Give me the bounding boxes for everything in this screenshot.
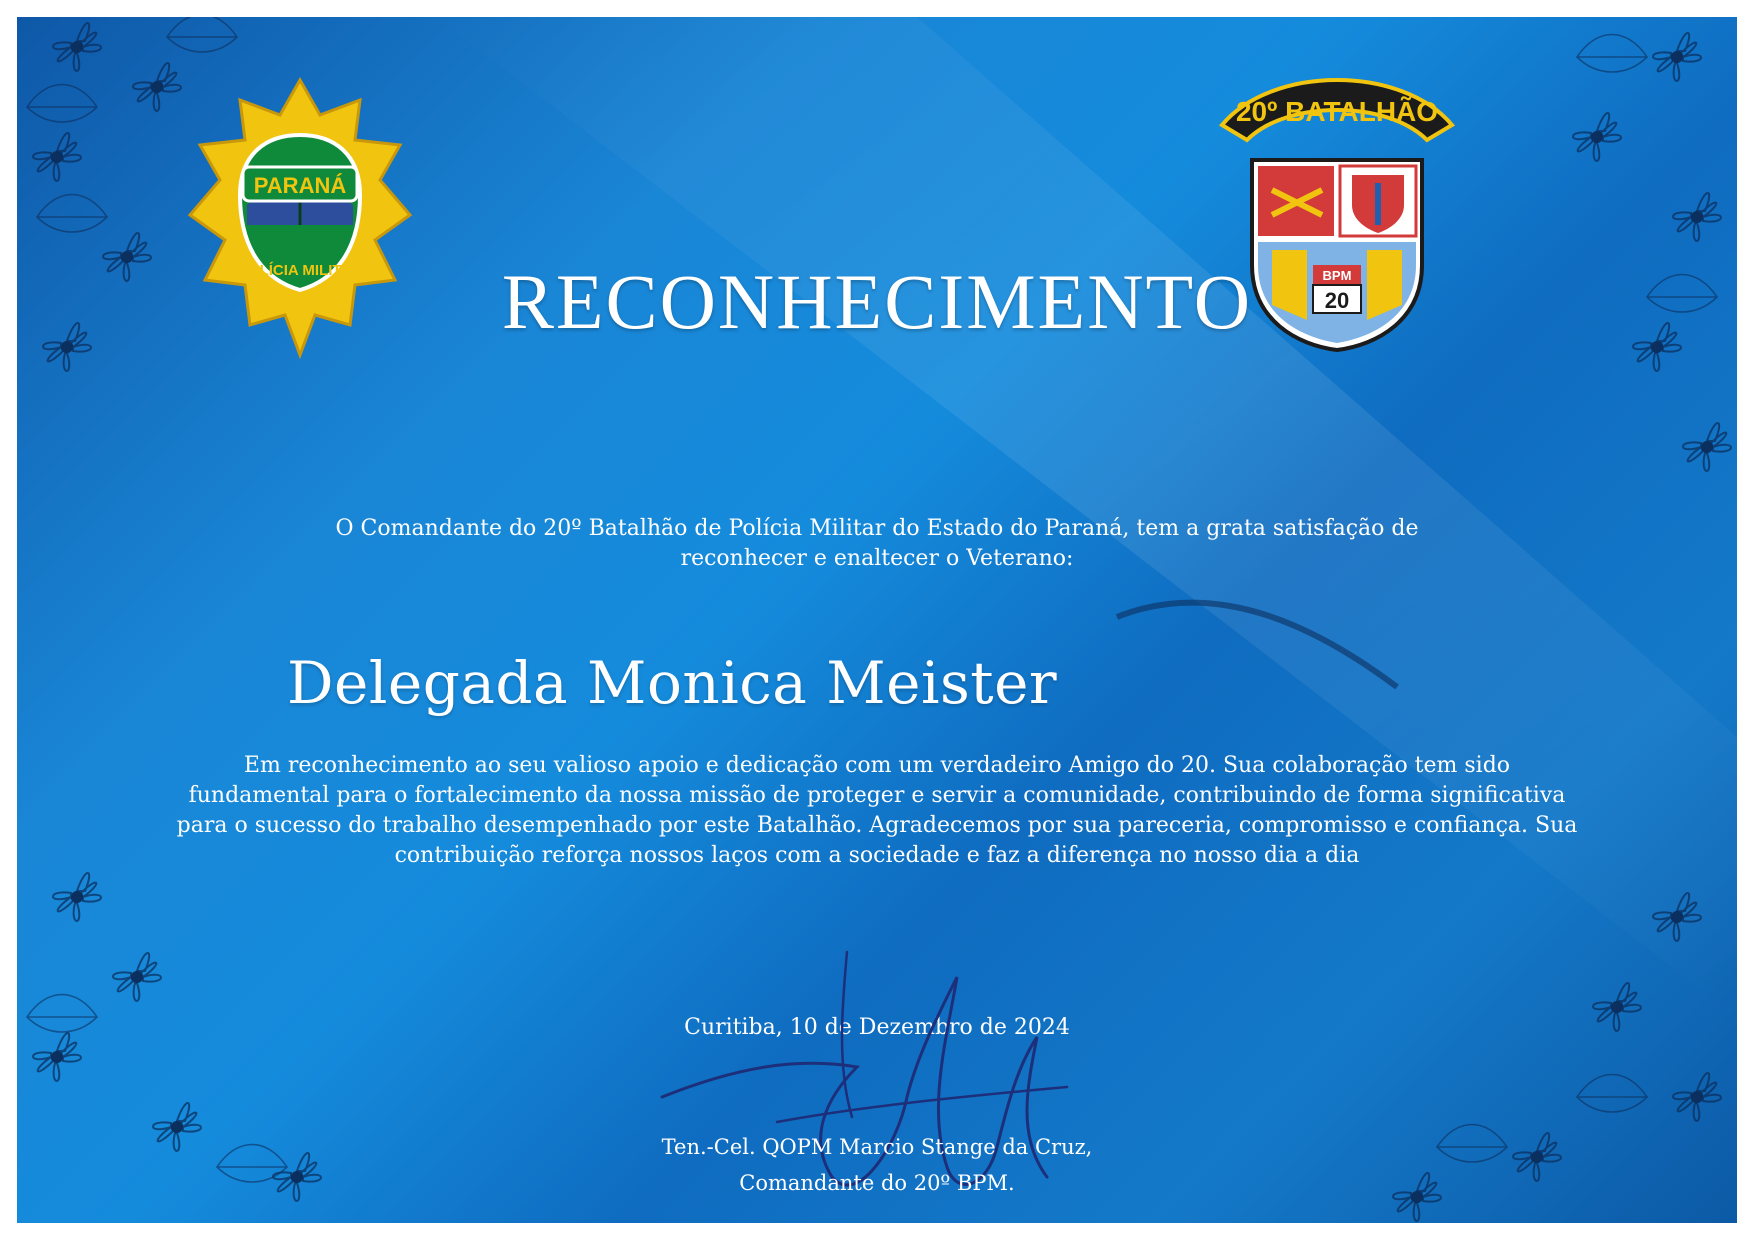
signatory-name: Ten.-Cel. QOPM Marcio Stange da Cruz, — [661, 1135, 1093, 1159]
signatory-role: Comandante do 20º BPM. — [739, 1171, 1015, 1195]
honoree-name: Delegada Monica Meister — [287, 649, 1058, 717]
certificate — [17, 17, 1737, 1223]
badge-top-text: PARANÁ — [253, 173, 347, 198]
recognition-line-3: para o sucesso do trabalho desempenhado por este Batalhão. Agradecemos por sua pareceria, compromisso e confiança. Sua — [176, 813, 1578, 838]
intro-line-2: reconhecer e enaltecer o Veterano: — [680, 546, 1074, 571]
intro-text — [277, 514, 1477, 574]
place-and-date: Curitiba, 10 de Dezembro de 2024 — [684, 1015, 1070, 1040]
certificate-title: RECONHECIMENTO — [501, 258, 1253, 345]
shield-number-text: 20 — [1324, 288, 1350, 313]
recognition-line-1: Em reconhecimento ao seu valioso apoio e dedicação com um verdadeiro Amigo do 20. Sua colaboração tem sido — [243, 753, 1511, 778]
batalhao-banner-text: 20º BATALHÃO — [1235, 96, 1439, 127]
intro-line-1: O Comandante do 20º Batalhão de Polícia Militar do Estado do Paraná, tem a grata satisfação de — [335, 516, 1419, 541]
recognition-line-2: fundamental para o fortalecimento da nossa missão de proteger e servir a comunidade, contribuindo de forma significativa — [188, 783, 1566, 808]
recognition-text — [127, 751, 1627, 871]
recognition-line-4: contribuição reforça nossos laços com a sociedade e faz a diferença no nosso dia a dia — [394, 843, 1360, 868]
badge-bottom-text: POLÍCIA MILITAR — [237, 262, 363, 279]
shield-bpm-text: BPM — [1322, 268, 1352, 283]
